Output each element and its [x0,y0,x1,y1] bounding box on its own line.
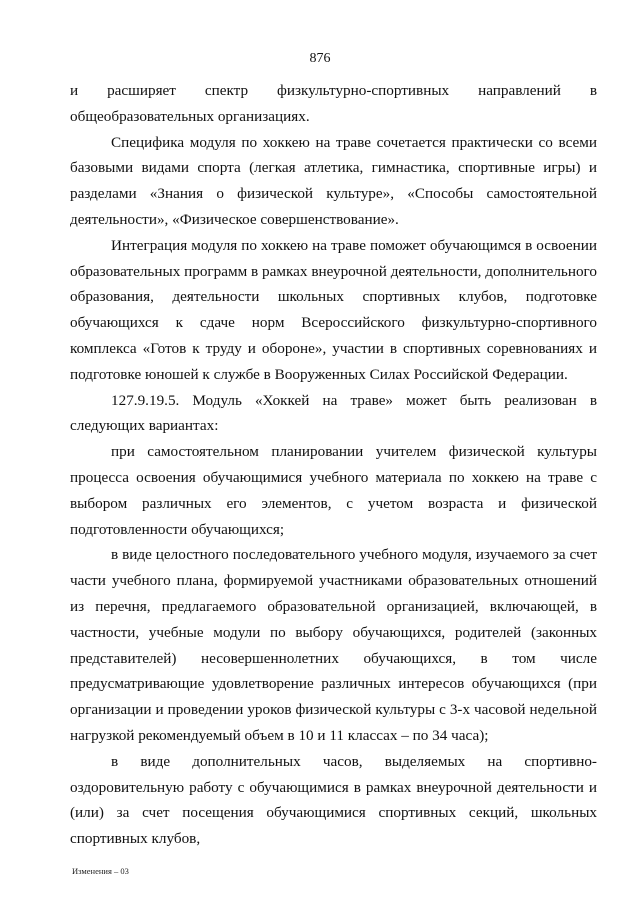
paragraph-module-specifics: Специфика модуля по хоккею на траве сочетается практически со всеми базовыми видами спорта (легкая атлетика, гимнастика, спортивные игры) и разделами «Знания о физической культуре», «Способы самостоятельной деятельности», «Физическое совершенствование». [70,133,597,228]
paragraph-section-127-9-19-5: 127.9.19.5. Модуль «Хоккей на траве» может быть реализован в следующих вариантах: [70,391,597,435]
footer-revision-note: Изменения – 03 [72,866,129,876]
paragraph-variant-self-planning: при самостоятельном планировании учителем физической культуры процесса освоения обучающимися учебного материала по хоккею на траве с выбором различных его элементов, с учетом возраста и физической подготовленности обучающихся; [70,443,597,538]
paragraph-intro-continuation: и расширяет спектр физкультурно-спортивных направлений в общеобразовательных организациях. [70,82,597,125]
paragraph-module-integration: Интеграция модуля по хоккею на траве поможет обучающимся в освоении образовательных программ в рамках внеурочной деятельности, дополнительного образования, деятельности школьных спортивных клубов, подготовке обучающихся к сдаче норм Всероссийского физкультурно-спортивного комплекса «Готов к труду и обороне», участии в спортивных соревнованиях и подготовке юношей к службе в Вооруженных Силах Российской Федерации. [70,236,597,383]
page-number: 876 [309,51,331,66]
paragraph-variant-additional-hours: в виде дополнительных часов, выделяемых на спортивно-оздоровительную работу с обучающимися в рамках внеурочной деятельности и (или) за счет посещения обучающимися спортивных секций, школьных спортивных клубов, [70,752,597,848]
paragraph-variant-integral-module: в виде целостного последовательного учебного модуля, изучаемого за счет части учебного плана, формируемой участниками образовательных отношений из перечня, предлагаемого образовательной организацией, включающей, в частности, учебные модули по выбору обучающихся, родителей (законных представителей) несовершеннолетних обучающихся, в том числе предусматривающие удовлетворение различных интересов обучающихся (при организации и проведении уроков физической культуры с 3-х часовой недельной нагрузкой рекомендуемый объем в 10 и 11 классах – по 34 часа); [70,546,597,744]
document-body [70,78,597,852]
